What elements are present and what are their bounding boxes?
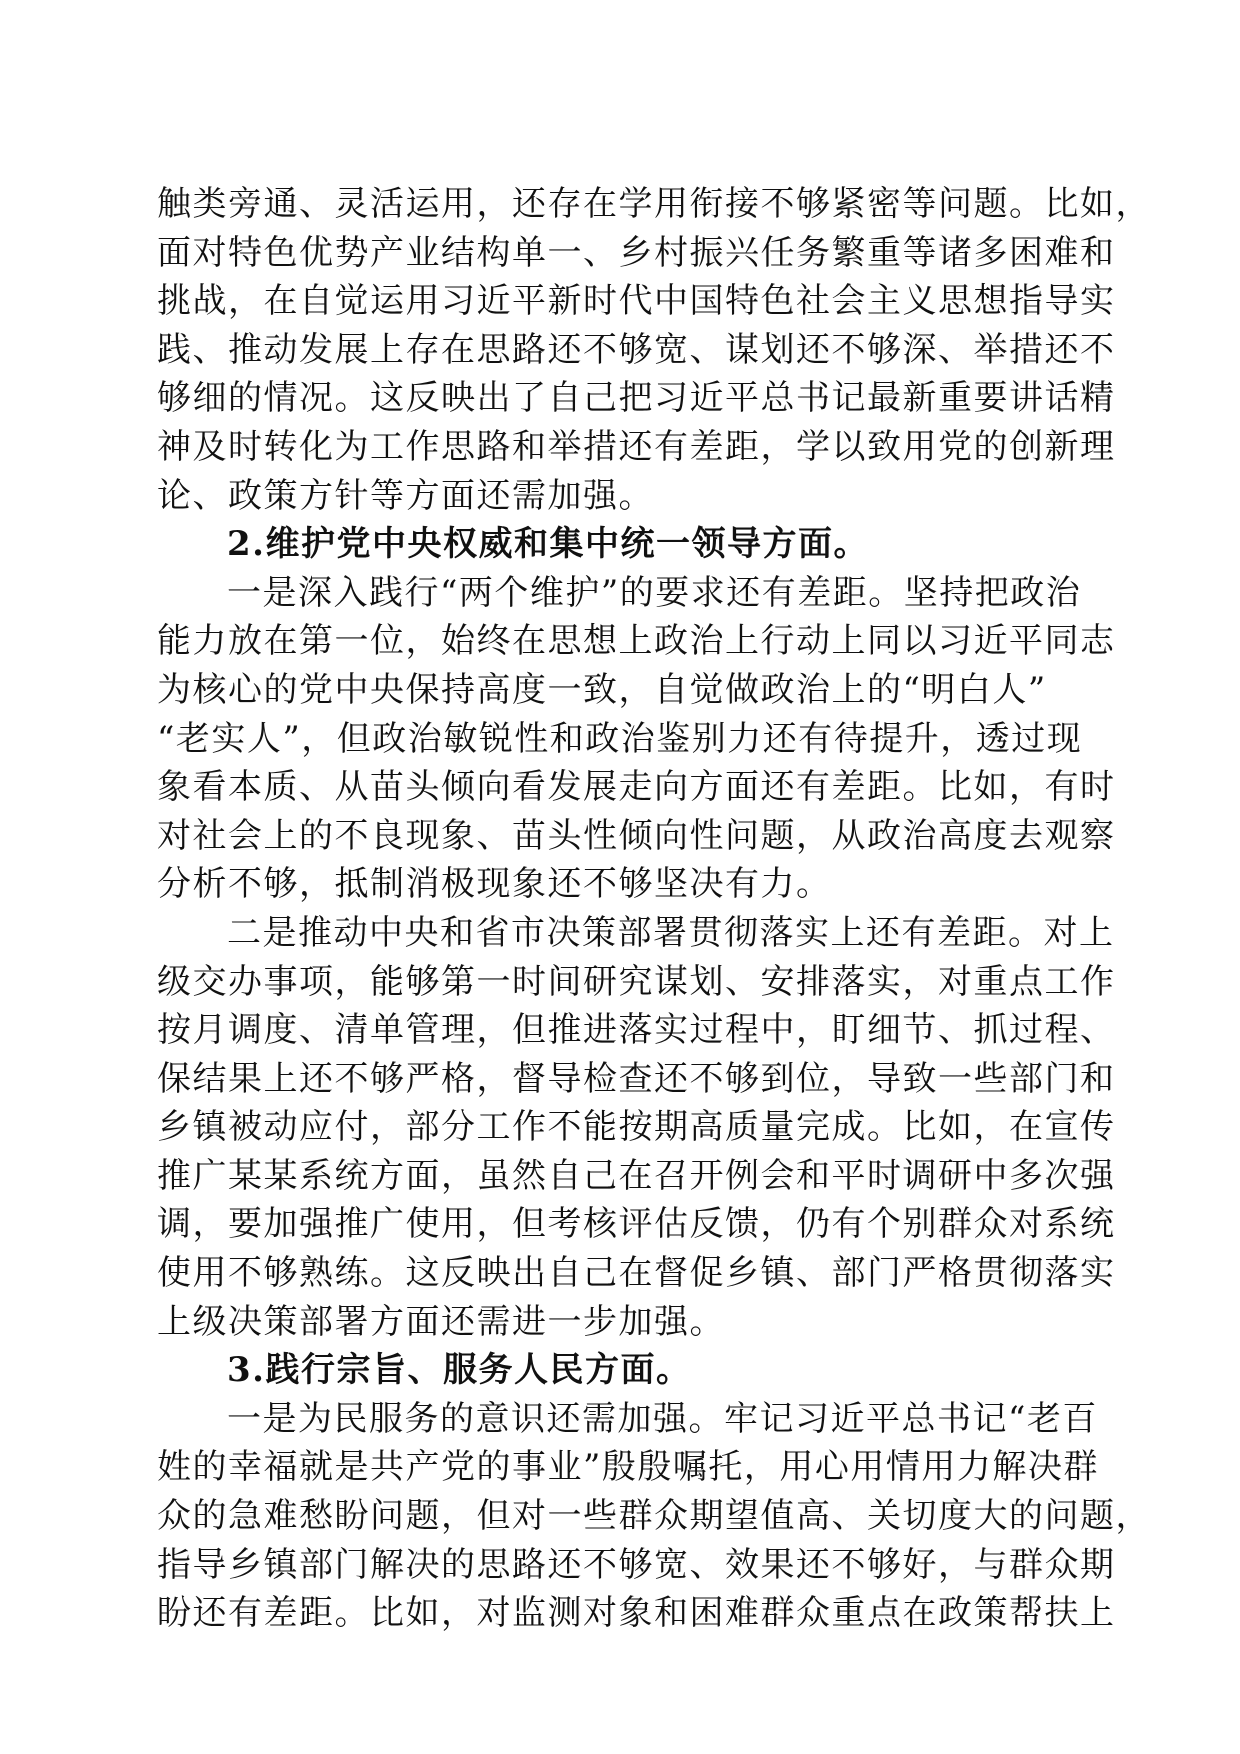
paragraph-continuation xyxy=(157,180,1151,520)
text-line: 象看本质、从苗头倾向看发展走向方面还有差距。比如，有时 xyxy=(157,767,1116,808)
text-line: 论、政策方针等方面还需加强。 xyxy=(157,475,654,516)
paragraph-serve-people xyxy=(157,1395,1151,1638)
document-page xyxy=(157,180,1151,1638)
text-line: 为核心的党中央保持高度一致，自觉做政治上的“明白人” xyxy=(157,669,1047,710)
text-line: 挑战，在自觉运用习近平新时代中国特色社会主义思想指导实 xyxy=(157,281,1116,322)
section-heading-3: 3.践行宗旨、服务人民方面。 xyxy=(227,1350,692,1391)
text-line: 二是推动中央和省市决策部署贯彻落实上还有差距。对上 xyxy=(227,912,1115,953)
text-line: 能力放在第一位，始终在思想上政治上行动上同以习近平同志 xyxy=(157,621,1116,662)
text-line: 上级决策部署方面还需进一步加强。 xyxy=(157,1301,725,1342)
text-line: 调，要加强推广使用，但考核评估反馈，仍有个别群众对系统 xyxy=(157,1204,1116,1245)
text-line: 一是为民服务的意识还需加强。牢记习近平总书记“老百 xyxy=(227,1398,1098,1439)
text-line: 一是深入践行“两个维护”的要求还有差距。坚持把政治 xyxy=(227,572,1082,613)
text-line: 姓的幸福就是共产党的事业”殷殷嘱托，用心用情用力解决群 xyxy=(157,1447,1099,1488)
text-line: 推广某某系统方面，虽然自己在召开例会和平时调研中多次强 xyxy=(157,1155,1116,1196)
text-line: 触类旁通、灵活运用，还存在学用衔接不够紧密等问题。比如， xyxy=(157,184,1151,224)
text-line: 乡镇被动应付，部分工作不能按期高质量完成。比如，在宣传 xyxy=(157,1107,1116,1148)
text-line: 众的急难愁盼问题，但对一些群众期望值高、关切度大的问题， xyxy=(157,1496,1151,1537)
paragraph-two-maintenances xyxy=(157,569,1116,909)
paragraph-policy-implementation xyxy=(157,909,1116,1346)
text-line: 盼还有差距。比如，对监测对象和困难群众重点在政策帮扶上 xyxy=(157,1593,1116,1634)
text-line: 分析不够，抵制消极现象还不够坚决有力。 xyxy=(157,864,832,905)
text-line: 按月调度、清单管理，但推进落实过程中，盯细节、抓过程、 xyxy=(157,1010,1116,1051)
text-line: 践、推动发展上存在思路还不够宽、谋划还不够深、举措还不 xyxy=(157,329,1116,370)
text-line: 面对特色优势产业结构单一、乡村振兴任务繁重等诸多困难和 xyxy=(157,232,1116,273)
text-line: 级交办事项，能够第一时间研究谋划、安排落实，对重点工作 xyxy=(157,961,1116,1002)
text-line: 保结果上还不够严格，督导检查还不够到位，导致一些部门和 xyxy=(157,1058,1116,1099)
text-line: “老实人”，但政治敏锐性和政治鉴别力还有待提升，透过现 xyxy=(157,718,1083,759)
text-line: 指导乡镇部门解决的思路还不够宽、效果还不够好，与群众期 xyxy=(157,1544,1116,1585)
text-line: 神及时转化为工作思路和举措还有差距，学以致用党的创新理 xyxy=(157,426,1116,467)
text-line: 使用不够熟练。这反映出自己在督促乡镇、部门严格贯彻落实 xyxy=(157,1253,1116,1294)
text-line: 够细的情况。这反映出了自己把习近平总书记最新重要讲话精 xyxy=(157,378,1116,419)
section-heading-2: 2.维护党中央权威和集中统一领导方面。 xyxy=(227,524,869,565)
text-line: 对社会上的不良现象、苗头性倾向性问题，从政治高度去观察 xyxy=(157,815,1116,856)
